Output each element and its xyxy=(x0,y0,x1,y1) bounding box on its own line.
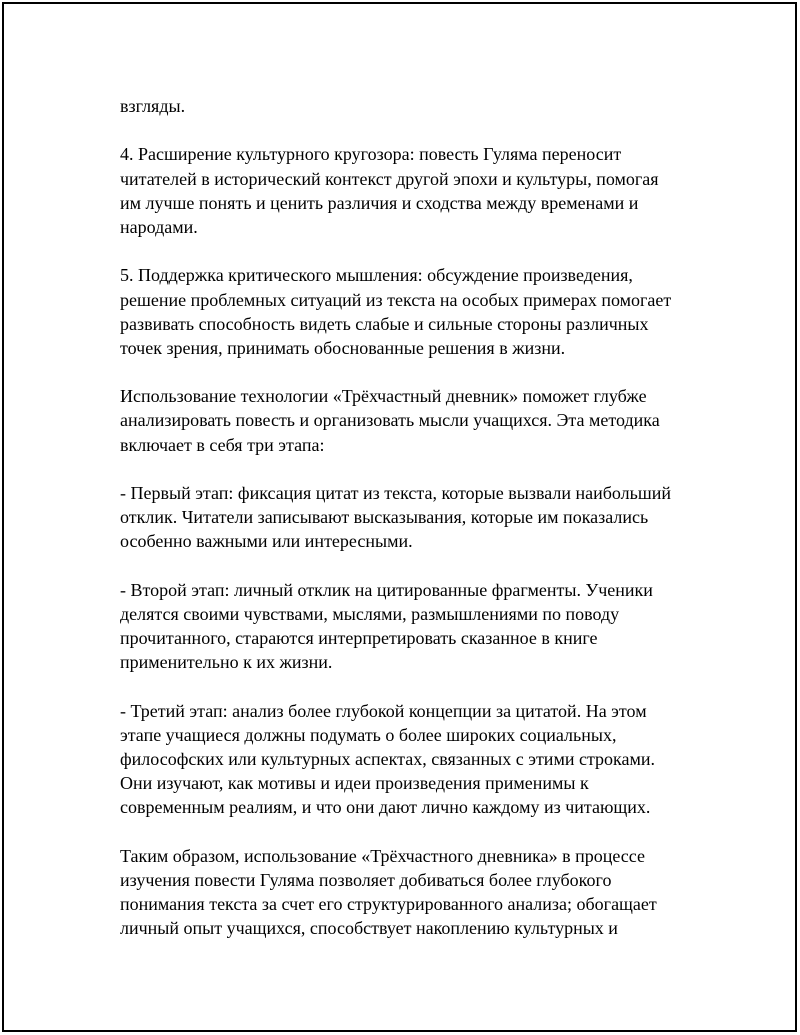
text-line: Они изучают, как мотивы и идеи произведения применимы к xyxy=(120,773,589,794)
text-line: анализировать повесть и организовать мысли учащихся. Эта методика xyxy=(120,410,660,431)
document-body xyxy=(120,94,700,941)
paragraph-gap xyxy=(120,554,700,578)
text-line: делятся своими чувствами, мыслями, размышлениями по поводу xyxy=(120,603,620,624)
text-line: читателей в исторический контекст другой эпохи и культуры, помогая xyxy=(120,168,659,189)
text-line: решение проблемных ситуаций из текста на особых примерах помогает xyxy=(120,289,672,310)
text-line: 4. Расширение культурного кругозора: повесть Гуляма переносит xyxy=(120,144,622,165)
paragraph-gap xyxy=(120,239,700,263)
text-line: Использование технологии «Трёхчастный дневник» поможет глубже xyxy=(120,386,647,407)
text-line: понимания текста за счет его структурированного анализа; обогащает xyxy=(120,894,657,915)
text-line: 5. Поддержка критического мышления: обсуждение произведения, xyxy=(120,265,633,286)
text-line: современным реалиям, и что они дают лично каждому из читающих. xyxy=(120,797,651,818)
text-line: этапе учащиеся должны подумать о более широких социальных, xyxy=(120,724,617,745)
text-line: народами. xyxy=(120,216,198,237)
document-page xyxy=(2,2,797,1032)
paragraph-gap xyxy=(120,675,700,699)
paragraph-gap xyxy=(120,457,700,481)
text-line: изучения повести Гуляма позволяет добиваться более глубокого xyxy=(120,870,612,890)
text-line: точек зрения, принимать обоснованные решения в жизни. xyxy=(120,337,566,358)
paragraph-gap xyxy=(120,820,700,844)
text-line: развивать способность видеть слабые и сильные стороны различных xyxy=(120,313,649,334)
text-line: взгляды. xyxy=(120,96,186,116)
text-line: им лучше понять и ценить различия и сходства между временами и xyxy=(120,192,639,213)
text-line: особенно важными или интересными. xyxy=(120,531,413,552)
text-line: Таким образом, использование «Трёхчастного дневника» в процессе xyxy=(120,845,645,866)
text-line: прочитанного, стараются интерпретировать сказанное в книге xyxy=(120,628,598,649)
paragraph-gap xyxy=(120,360,700,384)
text-line: отклик. Читатели записывают высказывания, которые им показались xyxy=(120,507,649,528)
text-line: включает в себя три этапа: xyxy=(120,434,325,455)
text-line: применительно к их жизни. xyxy=(120,652,333,673)
text-line: - Третий этап: анализ более глубокой концепции за цитатой. На этом xyxy=(120,700,647,721)
text-line: - Второй этап: личный отклик на цитированные фрагменты. Ученики xyxy=(120,579,653,600)
text-line: личный опыт учащихся, способствует накоплению культурных и xyxy=(120,918,618,939)
paragraph-gap xyxy=(120,118,700,142)
text-line: философских или культурных аспектах, связанных с этими строками. xyxy=(120,749,656,770)
text-line: - Первый этап: фиксация цитат из текста, которые вызвали наибольший xyxy=(120,483,671,503)
